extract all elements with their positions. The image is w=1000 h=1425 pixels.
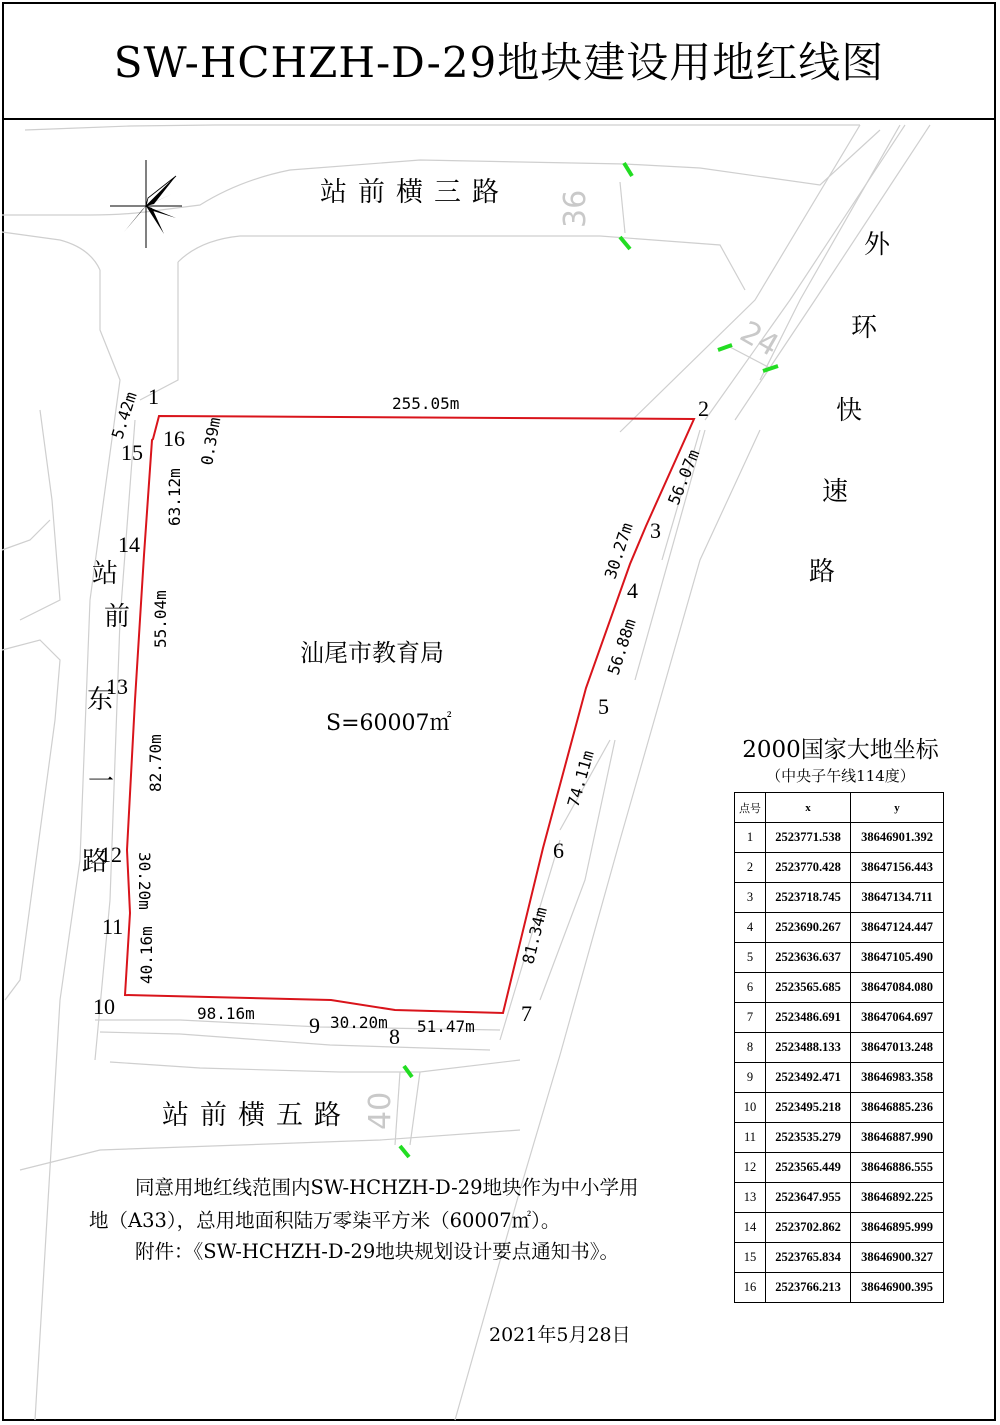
dimension-label: 56.88m xyxy=(603,616,640,678)
table-row xyxy=(735,1093,944,1123)
road-name-char: 一 xyxy=(88,767,115,797)
point-label: 7 xyxy=(521,1001,532,1026)
note-line-3: 附件：《SW-HCHZH-D-29地块规划设计要点通知书》。 xyxy=(135,1240,620,1263)
cell-x: 2523495.218 xyxy=(766,1093,851,1123)
table-row xyxy=(735,913,944,943)
cell-y: 38646892.225 xyxy=(851,1183,944,1213)
road-width-marker xyxy=(400,1146,409,1157)
road-name-char: 路 xyxy=(809,557,836,587)
road-name-char: 快 xyxy=(836,396,863,426)
coordinate-table-body xyxy=(735,823,944,1303)
point-label: 9 xyxy=(309,1013,320,1038)
point-label: 3 xyxy=(650,518,661,543)
road-name-char: 速 xyxy=(822,477,849,507)
table-header-row xyxy=(735,793,944,823)
dimension-label: 30.20m xyxy=(330,1013,388,1032)
cell-point-number: 2 xyxy=(735,853,766,883)
cell-x: 2523636.637 xyxy=(766,943,851,973)
point-label: 14 xyxy=(118,532,140,557)
road-width-marker xyxy=(624,163,632,176)
cell-y: 38646901.392 xyxy=(851,823,944,853)
cell-y: 38647013.248 xyxy=(851,1033,944,1063)
road-width-marker xyxy=(620,237,630,249)
dimension-label: 63.12m xyxy=(165,468,184,526)
header-x: x xyxy=(766,793,851,823)
cell-x: 2523702.862 xyxy=(766,1213,851,1243)
dimension-label: 255.05m xyxy=(392,394,460,413)
point-label: 1 xyxy=(148,384,159,409)
road-width-label-south: 40 xyxy=(363,1091,398,1130)
table-row xyxy=(735,883,944,913)
cell-point-number: 10 xyxy=(735,1093,766,1123)
cell-point-number: 3 xyxy=(735,883,766,913)
road-name-char: 站 xyxy=(92,559,119,589)
table-row xyxy=(735,1063,944,1093)
point-label: 13 xyxy=(106,674,128,699)
cell-x: 2523535.279 xyxy=(766,1123,851,1153)
parcel-area: S=60007㎡ xyxy=(326,711,452,736)
road-width-label-east: 24 xyxy=(734,314,785,365)
table-row xyxy=(735,1273,944,1303)
table-row xyxy=(735,853,944,883)
road-name-south: 站前横五路 xyxy=(162,1100,352,1131)
dimension-label: 74.11m xyxy=(563,748,598,810)
cell-point-number: 6 xyxy=(735,973,766,1003)
cell-y: 38646887.990 xyxy=(851,1123,944,1153)
point-label: 4 xyxy=(627,578,638,603)
table-row xyxy=(735,1153,944,1183)
road-name-east xyxy=(809,230,891,587)
table-row xyxy=(735,1003,944,1033)
note-line-2: 地（A33），总用地面积陆万零柒平方米（60007㎡）。 xyxy=(89,1209,561,1232)
cell-y: 38646886.555 xyxy=(851,1153,944,1183)
cell-y: 38647084.080 xyxy=(851,973,944,1003)
point-label: 12 xyxy=(100,842,122,867)
note-line-1: 同意用地红线范围内SW-HCHZH-D-29地块作为中小学用 xyxy=(135,1176,639,1199)
cell-y: 38646895.999 xyxy=(851,1213,944,1243)
road-name-north: 站前横三路 xyxy=(320,177,510,208)
cell-y: 38646983.358 xyxy=(851,1063,944,1093)
header-point-number: 点号 xyxy=(735,793,766,823)
cell-x: 2523565.449 xyxy=(766,1153,851,1183)
date: 2021年5月28日 xyxy=(489,1324,631,1346)
point-label: 11 xyxy=(102,914,124,939)
point-label: 10 xyxy=(93,994,115,1019)
road-width-label-north: 36 xyxy=(558,189,593,228)
point-label: 16 xyxy=(163,426,185,451)
cell-point-number: 5 xyxy=(735,943,766,973)
header-y: y xyxy=(851,793,944,823)
table-row xyxy=(735,973,944,1003)
cell-point-number: 14 xyxy=(735,1213,766,1243)
cell-point-number: 11 xyxy=(735,1123,766,1153)
road-name-char: 外 xyxy=(864,230,891,260)
road-name-char: 环 xyxy=(851,313,878,343)
road-width-marker xyxy=(718,345,732,350)
cell-x: 2523492.471 xyxy=(766,1063,851,1093)
cell-x: 2523565.685 xyxy=(766,973,851,1003)
cell-point-number: 15 xyxy=(735,1243,766,1273)
point-label: 2 xyxy=(698,396,709,421)
road-name-char: 东 xyxy=(87,685,114,715)
dimension-label: 5.42m xyxy=(107,389,141,442)
road-width-markers xyxy=(400,163,778,1157)
dimension-label: 82.70m xyxy=(146,734,165,792)
table-row xyxy=(735,823,944,853)
dimension-label: 30.20m xyxy=(135,852,154,910)
cell-y: 38647064.697 xyxy=(851,1003,944,1033)
table-row xyxy=(735,943,944,973)
dimension-label: 81.34m xyxy=(518,905,551,966)
cell-point-number: 4 xyxy=(735,913,766,943)
cell-x: 2523647.955 xyxy=(766,1183,851,1213)
table-row xyxy=(735,1213,944,1243)
cell-point-number: 1 xyxy=(735,823,766,853)
cell-y: 38647124.447 xyxy=(851,913,944,943)
cell-y: 38646900.327 xyxy=(851,1243,944,1273)
point-label: 5 xyxy=(598,694,609,719)
cell-y: 38647156.443 xyxy=(851,853,944,883)
road-name-char: 前 xyxy=(104,602,131,632)
cell-x: 2523486.691 xyxy=(766,1003,851,1033)
cell-y: 38647105.490 xyxy=(851,943,944,973)
dimension-label: 0.39m xyxy=(197,415,225,467)
dimension-label: 56.07m xyxy=(664,446,704,508)
table-row xyxy=(735,1123,944,1153)
point-label: 15 xyxy=(121,440,143,465)
cell-x: 2523770.428 xyxy=(766,853,851,883)
north-arrow-icon xyxy=(110,160,182,248)
dimension-label: 51.47m xyxy=(417,1017,475,1036)
road-name-char: 路 xyxy=(82,847,109,877)
point-label: 8 xyxy=(389,1024,400,1049)
coordinate-table xyxy=(734,792,944,1303)
cell-y: 38647134.711 xyxy=(851,883,944,913)
cell-point-number: 7 xyxy=(735,1003,766,1033)
road-width-marker xyxy=(763,366,778,371)
dimension-label: 55.04m xyxy=(151,590,170,648)
dimension-label: 98.16m xyxy=(197,1004,255,1023)
cell-y: 38646885.236 xyxy=(851,1093,944,1123)
cell-point-number: 16 xyxy=(735,1273,766,1303)
cell-x: 2523771.538 xyxy=(766,823,851,853)
point-label: 6 xyxy=(553,838,564,863)
table-row xyxy=(735,1183,944,1213)
table-row xyxy=(735,1243,944,1273)
page-title: SW-HCHZH-D-29地块建设用地红线图 xyxy=(113,38,885,87)
dimension-label: 40.16m xyxy=(137,926,156,984)
cell-x: 2523718.745 xyxy=(766,883,851,913)
coordinate-table-subtitle: （中央子午线114度） xyxy=(766,767,915,785)
cell-y: 38646900.395 xyxy=(851,1273,944,1303)
dimension-label: 30.27m xyxy=(600,520,637,582)
parcel-owner: 汕尾市教育局 xyxy=(300,639,444,667)
cell-x: 2523765.834 xyxy=(766,1243,851,1273)
coordinate-table-title: 2000国家大地坐标 xyxy=(742,737,939,763)
cell-x: 2523766.213 xyxy=(766,1273,851,1303)
cell-x: 2523488.133 xyxy=(766,1033,851,1063)
cell-point-number: 8 xyxy=(735,1033,766,1063)
cell-x: 2523690.267 xyxy=(766,913,851,943)
cell-point-number: 12 xyxy=(735,1153,766,1183)
cell-point-number: 13 xyxy=(735,1183,766,1213)
table-row xyxy=(735,1033,944,1063)
cell-point-number: 9 xyxy=(735,1063,766,1093)
